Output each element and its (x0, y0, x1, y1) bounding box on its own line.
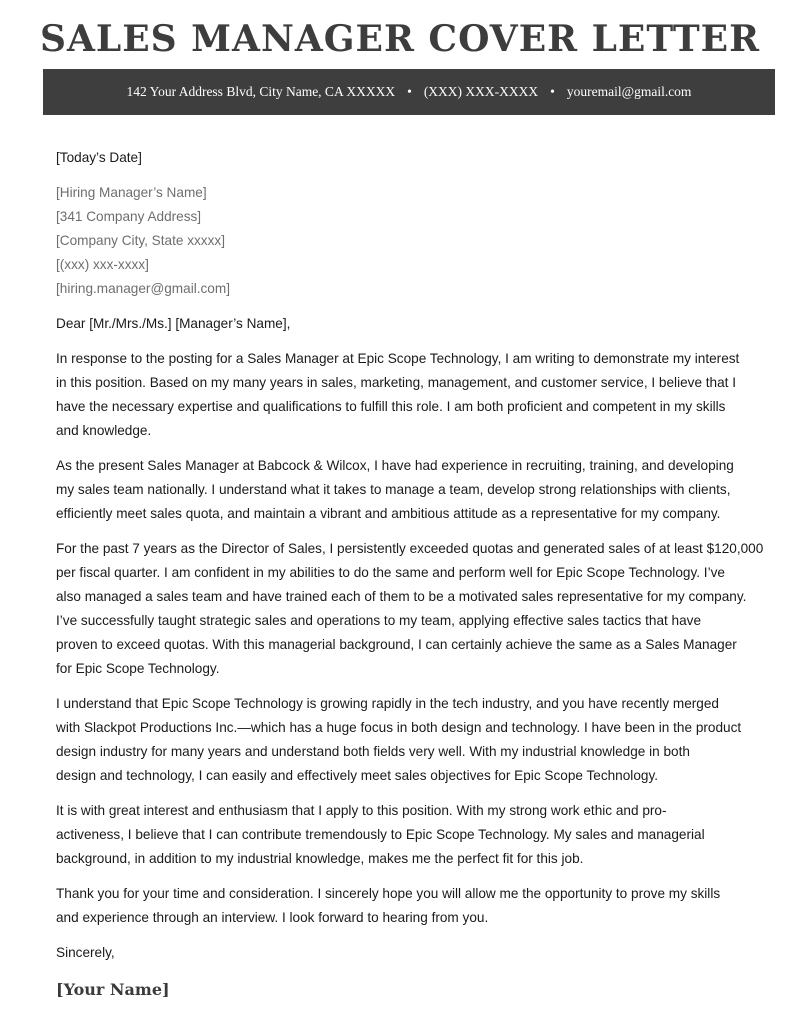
paragraph-line: In response to the posting for a Sales Manager at Epic Scope Technology, I am writing to demonstrate my interest (56, 351, 740, 366)
paragraph-line: proven to exceed quotas. With this managerial background, I can certainly achieve the same as a Sales Manager (56, 637, 737, 652)
paragraph-line: design and technology, I can easily and effectively meet sales objectives for Epic Scope Technology. (56, 768, 659, 783)
paragraph-line: for Epic Scope Technology. (56, 661, 220, 676)
paragraph-line: It is with great interest and enthusiasm that I apply to this position. With my strong work ethic and pro- (56, 803, 667, 818)
recipient-line: [(xxx) xxx-xxxx] (56, 257, 149, 272)
recipient-line: [341 Company Address] (56, 209, 202, 224)
recipient-line: [hiring.manager@gmail.com] (56, 281, 230, 296)
paragraph-line: my sales team nationally. I understand what it takes to manage a team, develop strong relationships with clients, (56, 482, 731, 497)
paragraph (56, 537, 776, 681)
paragraph-line: and knowledge. (56, 423, 152, 438)
paragraph-line: have the necessary expertise and qualifications to fulfill this role. I am both proficient and competent in my skills (56, 399, 726, 414)
paragraph-line: I’ve successfully taught strategic sales and operations to my team, applying effective sales tactics that have (56, 613, 702, 628)
paragraph-line: efficiently meet sales quota, and maintain a vibrant and ambitious attitude as a representative for my company. (56, 506, 721, 521)
page-title: SALES MANAGER COVER LETTER (39, 18, 761, 60)
paragraph-line: activeness, I believe that I can contribute tremendously to Epic Scope Technology. My sales and managerial (56, 827, 705, 842)
recipient-line: [Company City, State xxxxx] (56, 233, 225, 248)
contact-phone: (XXX) XXX-XXXX (423, 84, 539, 99)
letter-body (56, 146, 776, 1002)
paragraph (56, 882, 776, 930)
signature: [Your Name] (56, 980, 170, 999)
paragraph (56, 692, 776, 788)
separator: • (407, 84, 412, 99)
paragraph (56, 799, 776, 871)
paragraph-line: background, in addition to my industrial knowledge, makes me the perfect fit for this job. (56, 851, 584, 866)
salutation: Dear [Mr./Mrs./Ms.] [Manager’s Name], (56, 316, 291, 331)
paragraph (56, 347, 776, 443)
recipient-block (56, 181, 776, 301)
paragraphs (56, 347, 776, 930)
paragraph-line: As the present Sales Manager at Babcock & Wilcox, I have had experience in recruiting, training, and developing (56, 458, 734, 473)
paragraph (56, 454, 776, 526)
paragraph-line: design industry for many years and understand both fields very well. With my industrial knowledge in both (56, 744, 690, 759)
paragraph-line: Thank you for your time and consideration. I sincerely hope you will allow me the opportunity to prove my skills (56, 886, 721, 901)
paragraph-line: per fiscal quarter. I am confident in my abilities to do the same and perform well for Epic Scope Technology. I’ve (56, 565, 725, 580)
separator: • (550, 84, 555, 99)
recipient-line: [Hiring Manager’s Name] (56, 185, 207, 200)
letter-date: [Today’s Date] (56, 150, 142, 165)
paragraph-line: I understand that Epic Scope Technology is growing rapidly in the tech industry, and you have recently merged (56, 696, 719, 711)
closing: Sincerely, (56, 945, 115, 960)
contact-address: 142 Your Address Blvd, City Name, CA XXXXX (126, 84, 396, 99)
contact-email: youremail@gmail.com (566, 84, 692, 99)
paragraph-line: also managed a sales team and have trained each of them to be a motivated sales representative for my company. (56, 589, 747, 604)
contact-bar (43, 69, 775, 115)
paragraph-line: For the past 7 years as the Director of Sales, I persistently exceeded quotas and generated sales of at least $120,000 (56, 541, 764, 556)
paragraph-line: in this position. Based on my many years in sales, marketing, management, and customer service, I believe that I (56, 375, 737, 390)
paragraph-line: with Slackpot Productions Inc.—which has a huge focus in both design and technology. I have been in the product (56, 720, 742, 735)
paragraph-line: and experience through an interview. I look forward to hearing from you. (56, 910, 489, 925)
